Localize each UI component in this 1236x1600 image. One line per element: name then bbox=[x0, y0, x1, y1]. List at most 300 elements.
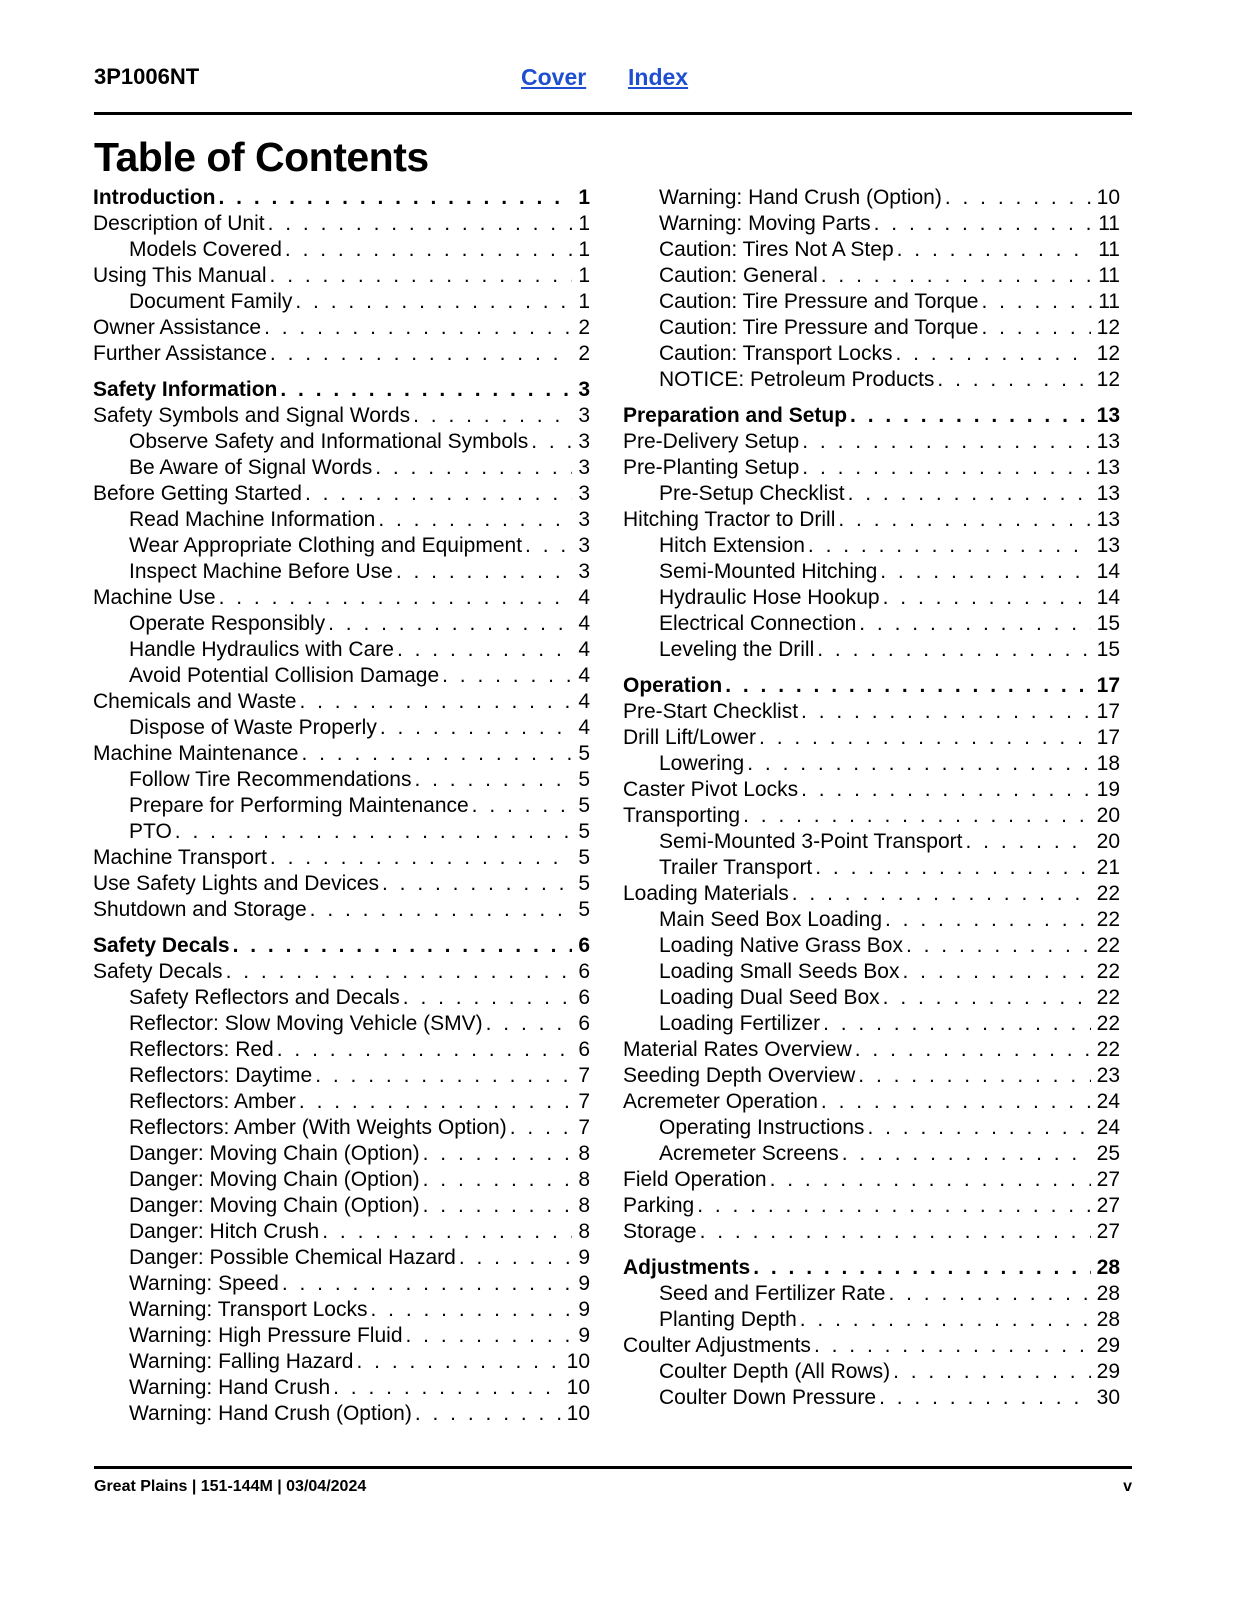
toc-entry[interactable] bbox=[93, 377, 590, 403]
toc-entry[interactable] bbox=[623, 1063, 1120, 1089]
toc-entry-label: Using This Manual bbox=[93, 264, 267, 287]
toc-entry[interactable] bbox=[93, 1297, 590, 1323]
toc-entry-label: Danger: Hitch Crush bbox=[129, 1220, 320, 1243]
toc-entry-page: 7 bbox=[578, 1090, 590, 1113]
toc-entry-label: Danger: Moving Chain (Option) bbox=[129, 1142, 420, 1165]
dot-leader bbox=[353, 1349, 560, 1375]
toc-entry-page: 3 bbox=[578, 456, 590, 479]
toc-entry[interactable] bbox=[93, 533, 590, 559]
toc-entry-page: 20 bbox=[1096, 830, 1120, 853]
dot-leader bbox=[942, 185, 1091, 211]
toc-entry-page: 6 bbox=[578, 960, 590, 983]
toc-entry[interactable] bbox=[623, 367, 1120, 393]
toc-entry-page: 28 bbox=[1096, 1282, 1120, 1305]
toc-entry[interactable] bbox=[93, 585, 590, 611]
dot-leader bbox=[216, 585, 573, 611]
toc-entry[interactable] bbox=[93, 845, 590, 871]
dot-leader bbox=[372, 455, 572, 481]
toc-entry-page: 3 bbox=[578, 404, 590, 427]
dot-leader bbox=[403, 1323, 573, 1349]
footer-rule bbox=[94, 1466, 1132, 1469]
toc-entry[interactable] bbox=[623, 481, 1120, 507]
toc-entry-label: Safety Decals bbox=[93, 960, 223, 983]
toc-left-column bbox=[93, 185, 590, 1427]
toc-entry[interactable] bbox=[623, 855, 1120, 881]
toc-entry-page: 11 bbox=[1098, 212, 1120, 235]
toc-entry-label: Seeding Depth Overview bbox=[623, 1064, 856, 1087]
toc-entry[interactable] bbox=[623, 673, 1120, 699]
toc-entry[interactable] bbox=[93, 1219, 590, 1245]
toc-entry-page: 4 bbox=[578, 586, 590, 609]
toc-entry-page: 5 bbox=[578, 742, 590, 765]
toc-entry[interactable] bbox=[623, 985, 1120, 1011]
toc-entry-page: 2 bbox=[578, 342, 590, 365]
toc-entry-label: Planting Depth bbox=[659, 1308, 797, 1331]
dot-leader bbox=[812, 855, 1090, 881]
toc-entry-label: Storage bbox=[623, 1220, 697, 1243]
toc-entry[interactable] bbox=[623, 803, 1120, 829]
toc-entry-page: 22 bbox=[1096, 908, 1120, 931]
page-header bbox=[94, 64, 1132, 96]
toc-entry[interactable] bbox=[623, 933, 1120, 959]
toc-entry-page: 3 bbox=[578, 508, 590, 531]
toc-entry-page: 13 bbox=[1096, 456, 1120, 479]
dot-leader bbox=[528, 429, 572, 455]
toc-entry[interactable] bbox=[623, 237, 1120, 263]
toc-entry-page: 3 bbox=[578, 534, 590, 557]
toc-entry[interactable] bbox=[623, 1281, 1120, 1307]
toc-entry[interactable] bbox=[623, 341, 1120, 367]
toc-entry-label: Semi-Mounted 3-Point Transport bbox=[659, 830, 963, 853]
toc-entry-page: 6 bbox=[578, 1038, 590, 1061]
dot-leader bbox=[818, 263, 1092, 289]
toc-entry[interactable] bbox=[623, 429, 1120, 455]
toc-entry[interactable] bbox=[93, 211, 590, 237]
toc-entry-page: 11 bbox=[1098, 238, 1120, 261]
toc-entry[interactable] bbox=[93, 1349, 590, 1375]
dot-leader bbox=[410, 403, 572, 429]
toc-entry-label: Pre-Start Checklist bbox=[623, 700, 799, 723]
toc-entry-page: 13 bbox=[1096, 534, 1120, 557]
toc-entry-page: 17 bbox=[1096, 674, 1120, 697]
toc-entry-page: 3 bbox=[578, 482, 590, 505]
toc-entry[interactable] bbox=[623, 1255, 1120, 1281]
toc-entry-label: Danger: Possible Chemical Hazard bbox=[129, 1246, 456, 1269]
toc-entry-label: Adjustments bbox=[623, 1256, 751, 1279]
toc-entry[interactable] bbox=[93, 481, 590, 507]
dot-leader bbox=[215, 185, 572, 211]
toc-entry[interactable] bbox=[623, 211, 1120, 237]
toc-entry-page: 12 bbox=[1096, 316, 1120, 339]
toc-entry[interactable] bbox=[623, 1141, 1120, 1167]
index-link[interactable]: Index bbox=[628, 64, 689, 90]
toc-entry[interactable] bbox=[623, 907, 1120, 933]
dot-leader bbox=[261, 315, 572, 341]
toc-entry[interactable] bbox=[623, 777, 1120, 803]
dot-leader bbox=[892, 341, 1090, 367]
dot-leader bbox=[439, 663, 572, 689]
toc-entry-label: Pre-Planting Setup bbox=[623, 456, 800, 479]
toc-entry-label: Coulter Down Pressure bbox=[659, 1386, 877, 1409]
toc-entry[interactable] bbox=[623, 829, 1120, 855]
toc-entry-label: Warning: Moving Parts bbox=[659, 212, 871, 235]
toc-entry[interactable] bbox=[93, 1115, 590, 1141]
dot-leader bbox=[277, 377, 572, 403]
dot-leader bbox=[282, 237, 572, 263]
dot-leader bbox=[871, 211, 1093, 237]
dot-leader bbox=[818, 1089, 1091, 1115]
toc-entry[interactable] bbox=[623, 1037, 1120, 1063]
dot-leader bbox=[267, 263, 573, 289]
toc-entry[interactable] bbox=[93, 1089, 590, 1115]
toc-entry-page: 6 bbox=[578, 1012, 590, 1035]
toc-entry[interactable] bbox=[623, 611, 1120, 637]
toc-entry[interactable] bbox=[623, 1219, 1120, 1245]
toc-entry[interactable] bbox=[93, 985, 590, 1011]
dot-leader bbox=[267, 341, 572, 367]
toc-entry-page: 5 bbox=[578, 846, 590, 869]
toc-entry-label: Danger: Moving Chain (Option) bbox=[129, 1194, 420, 1217]
dot-leader bbox=[811, 1333, 1091, 1359]
toc-entry-label: Trailer Transport bbox=[659, 856, 813, 879]
toc-entry[interactable] bbox=[93, 959, 590, 985]
toc-entry[interactable] bbox=[93, 637, 590, 663]
toc-entry[interactable] bbox=[93, 263, 590, 289]
dot-leader bbox=[852, 1037, 1091, 1063]
toc-entry[interactable] bbox=[623, 263, 1120, 289]
toc-entry-label: Semi-Mounted Hitching bbox=[659, 560, 878, 583]
toc-entry[interactable] bbox=[93, 1401, 590, 1427]
toc-entry[interactable] bbox=[623, 1307, 1120, 1333]
dot-leader bbox=[298, 741, 572, 767]
toc-entry-label: Warning: High Pressure Fluid bbox=[129, 1324, 403, 1347]
toc-entry[interactable] bbox=[93, 237, 590, 263]
toc-entry-page: 9 bbox=[578, 1272, 590, 1295]
toc-entry-label: Machine Maintenance bbox=[93, 742, 299, 765]
dot-leader bbox=[302, 481, 572, 507]
toc-entry-page: 3 bbox=[578, 378, 590, 401]
toc-entry-page: 5 bbox=[578, 820, 590, 843]
toc-entry[interactable] bbox=[93, 715, 590, 741]
toc-entry[interactable] bbox=[93, 341, 590, 367]
toc-entry[interactable] bbox=[93, 767, 590, 793]
toc-entry-page: 3 bbox=[578, 430, 590, 453]
toc-entry[interactable] bbox=[93, 741, 590, 767]
toc-entry[interactable] bbox=[93, 663, 590, 689]
toc-entry-page: 22 bbox=[1096, 1038, 1120, 1061]
toc-entry[interactable] bbox=[93, 315, 590, 341]
toc-entry[interactable] bbox=[93, 559, 590, 585]
dot-leader bbox=[722, 673, 1090, 699]
toc-entry[interactable] bbox=[623, 455, 1120, 481]
toc-entry[interactable] bbox=[623, 1359, 1120, 1385]
dot-leader bbox=[469, 793, 573, 819]
toc-entry-page: 23 bbox=[1096, 1064, 1120, 1087]
toc-entry-label: Follow Tire Recommendations bbox=[129, 768, 412, 791]
toc-entry-page: 4 bbox=[578, 690, 590, 713]
dot-leader bbox=[978, 289, 1092, 315]
toc-entry[interactable] bbox=[623, 185, 1120, 211]
toc-entry[interactable] bbox=[93, 1375, 590, 1401]
dot-leader bbox=[797, 1307, 1091, 1333]
toc-entry[interactable] bbox=[623, 1115, 1120, 1141]
toc-entry-page: 9 bbox=[578, 1246, 590, 1269]
toc-entry[interactable] bbox=[623, 881, 1120, 907]
toc-entry[interactable] bbox=[93, 819, 590, 845]
dot-leader bbox=[172, 819, 573, 845]
toc-entry-label: Safety Decals bbox=[93, 934, 230, 957]
toc-entry-label: Prepare for Performing Maintenance bbox=[129, 794, 469, 817]
page-title: Table of Contents bbox=[94, 134, 429, 180]
toc-entry[interactable] bbox=[623, 507, 1120, 533]
toc-entry-page: 22 bbox=[1096, 934, 1120, 957]
toc-entry-page: 27 bbox=[1096, 1194, 1120, 1217]
document-id: 3P1006NT bbox=[94, 64, 200, 89]
toc-entry-page: 11 bbox=[1098, 290, 1120, 313]
toc-entry[interactable] bbox=[623, 1385, 1120, 1411]
toc-entry-page: 10 bbox=[566, 1402, 590, 1425]
dot-leader bbox=[292, 289, 572, 315]
toc-entry-page: 9 bbox=[578, 1298, 590, 1321]
toc-entry-label: Preparation and Setup bbox=[623, 404, 848, 427]
toc-entry[interactable] bbox=[93, 507, 590, 533]
toc-entry-page: 4 bbox=[578, 612, 590, 635]
dot-leader bbox=[394, 637, 572, 663]
toc-entry[interactable] bbox=[623, 637, 1120, 663]
toc-entry-label: Acremeter Operation bbox=[623, 1090, 818, 1113]
toc-entry-page: 8 bbox=[578, 1220, 590, 1243]
toc-entry-page: 5 bbox=[578, 768, 590, 791]
toc-entry-label: Loading Dual Seed Box bbox=[659, 986, 880, 1009]
toc-entry[interactable] bbox=[623, 533, 1120, 559]
toc-entry-label: Caution: Transport Locks bbox=[659, 342, 893, 365]
toc-entry-label: Pre-Delivery Setup bbox=[623, 430, 800, 453]
toc-entry-label: Material Rates Overview bbox=[623, 1038, 852, 1061]
toc-entry-label: Hitching Tractor to Drill bbox=[623, 508, 836, 531]
toc-entry-page: 13 bbox=[1096, 404, 1120, 427]
toc-entry-page: 30 bbox=[1096, 1386, 1120, 1409]
toc-entry[interactable] bbox=[93, 793, 590, 819]
toc-entry-page: 1 bbox=[578, 186, 590, 209]
dot-leader bbox=[483, 1011, 573, 1037]
toc-entry-page: 7 bbox=[578, 1064, 590, 1087]
toc-entry[interactable] bbox=[93, 455, 590, 481]
toc-entry-page: 22 bbox=[1096, 986, 1120, 1009]
dot-leader bbox=[876, 1385, 1091, 1411]
toc-entry[interactable] bbox=[623, 1089, 1120, 1115]
toc-entry[interactable] bbox=[93, 403, 590, 429]
toc-entry-page: 10 bbox=[566, 1350, 590, 1373]
dot-leader bbox=[885, 1281, 1090, 1307]
toc-entry-page: 8 bbox=[578, 1142, 590, 1165]
dot-leader bbox=[882, 907, 1091, 933]
toc-entry[interactable] bbox=[93, 429, 590, 455]
dot-leader bbox=[903, 933, 1091, 959]
toc-entry[interactable] bbox=[93, 871, 590, 897]
toc-entry-page: 28 bbox=[1096, 1308, 1120, 1331]
toc-entry-page: 1 bbox=[578, 290, 590, 313]
toc-entry-label: Read Machine Information bbox=[129, 508, 376, 531]
dot-leader bbox=[279, 1271, 573, 1297]
dot-leader bbox=[230, 933, 573, 959]
dot-leader bbox=[798, 777, 1091, 803]
dot-leader bbox=[805, 533, 1091, 559]
toc-entry-page: 28 bbox=[1096, 1256, 1120, 1279]
toc-entry-page: 17 bbox=[1096, 700, 1120, 723]
toc-entry-page: 10 bbox=[1096, 186, 1120, 209]
toc-entry-page: 13 bbox=[1096, 430, 1120, 453]
toc-entry[interactable] bbox=[93, 933, 590, 959]
toc-entry[interactable] bbox=[623, 699, 1120, 725]
dot-leader bbox=[756, 725, 1091, 751]
toc-entry[interactable] bbox=[623, 1333, 1120, 1359]
toc-entry-page: 22 bbox=[1096, 1012, 1120, 1035]
toc-entry-page: 13 bbox=[1096, 508, 1120, 531]
toc-entry-label: Wear Appropriate Clothing and Equipment bbox=[129, 534, 523, 557]
toc-entry-label: Use Safety Lights and Devices bbox=[93, 872, 379, 895]
toc-entry[interactable] bbox=[93, 1193, 590, 1219]
dot-leader bbox=[400, 985, 573, 1011]
toc-entry[interactable] bbox=[93, 1141, 590, 1167]
dot-leader bbox=[368, 1297, 573, 1323]
toc-entry-page: 13 bbox=[1096, 482, 1120, 505]
toc-entry-page: 6 bbox=[578, 934, 590, 957]
toc-entry[interactable] bbox=[623, 725, 1120, 751]
toc-entry[interactable] bbox=[623, 585, 1120, 611]
dot-leader bbox=[894, 237, 1093, 263]
dot-leader bbox=[820, 1011, 1091, 1037]
toc-entry-label: Hitch Extension bbox=[659, 534, 805, 557]
toc-entry[interactable] bbox=[623, 959, 1120, 985]
toc-entry[interactable] bbox=[623, 289, 1120, 315]
toc-entry[interactable] bbox=[93, 1167, 590, 1193]
dot-leader bbox=[856, 611, 1090, 637]
toc-entry[interactable] bbox=[93, 185, 590, 211]
dot-leader bbox=[296, 689, 572, 715]
toc-entry-page: 1 bbox=[578, 238, 590, 261]
toc-entry-page: 24 bbox=[1096, 1116, 1120, 1139]
cover-link[interactable]: Cover bbox=[521, 64, 587, 90]
toc-entry-label: Loading Fertilizer bbox=[659, 1012, 821, 1035]
toc-entry-page: 3 bbox=[578, 560, 590, 583]
toc-entry-page: 14 bbox=[1096, 560, 1120, 583]
dot-leader bbox=[799, 455, 1090, 481]
toc-entry[interactable] bbox=[623, 1193, 1120, 1219]
toc-entry[interactable] bbox=[623, 751, 1120, 777]
toc-entry-label: Shutdown and Storage bbox=[93, 898, 307, 921]
toc-entry-label: Reflector: Slow Moving Vehicle (SMV) bbox=[129, 1012, 483, 1035]
footer-publication-info: Great Plains | 151-144M | 03/04/2024 bbox=[94, 1478, 367, 1495]
toc-entry[interactable] bbox=[623, 1167, 1120, 1193]
toc-entry[interactable] bbox=[93, 1323, 590, 1349]
dot-leader bbox=[274, 1037, 573, 1063]
toc-entry[interactable] bbox=[93, 289, 590, 315]
toc-entry-page: 4 bbox=[578, 664, 590, 687]
toc-entry-label: Be Aware of Signal Words bbox=[129, 456, 373, 479]
toc-entry-page: 10 bbox=[566, 1376, 590, 1399]
dot-leader bbox=[847, 403, 1091, 429]
toc-entry-label: Lowering bbox=[659, 752, 745, 775]
toc-entry-page: 29 bbox=[1096, 1360, 1120, 1383]
dot-leader bbox=[420, 1141, 573, 1167]
toc-entry[interactable] bbox=[93, 689, 590, 715]
toc-entry-label: Reflectors: Amber bbox=[129, 1090, 296, 1113]
toc-entry-page: 8 bbox=[578, 1194, 590, 1217]
dot-leader bbox=[789, 881, 1091, 907]
toc-entry-label: Observe Safety and Informational Symbols bbox=[129, 430, 529, 453]
dot-leader bbox=[420, 1193, 573, 1219]
toc-entry-label: Warning: Transport Locks bbox=[129, 1298, 368, 1321]
toc-entry-label: Loading Native Grass Box bbox=[659, 934, 903, 957]
toc-entry[interactable] bbox=[623, 403, 1120, 429]
toc-entry[interactable] bbox=[93, 1245, 590, 1271]
toc-entry[interactable] bbox=[623, 559, 1120, 585]
dot-leader bbox=[880, 585, 1091, 611]
toc-entry-page: 5 bbox=[578, 872, 590, 895]
toc-entry[interactable] bbox=[93, 1063, 590, 1089]
toc-entry-page: 29 bbox=[1096, 1334, 1120, 1357]
toc-entry-label: Leveling the Drill bbox=[659, 638, 815, 661]
toc-entry-page: 22 bbox=[1096, 882, 1120, 905]
toc-entry-label: Danger: Moving Chain (Option) bbox=[129, 1168, 420, 1191]
toc-entry-page: 15 bbox=[1096, 612, 1120, 635]
dot-leader bbox=[375, 507, 572, 533]
toc-entry-label: Avoid Potential Collision Damage bbox=[129, 664, 440, 687]
dot-leader bbox=[379, 871, 572, 897]
toc-entry[interactable] bbox=[623, 1011, 1120, 1037]
toc-entry-page: 1 bbox=[578, 212, 590, 235]
dot-leader bbox=[507, 1115, 573, 1141]
toc-right-column bbox=[623, 185, 1120, 1411]
toc-entry-label: Caution: Tire Pressure and Torque bbox=[659, 316, 979, 339]
dot-leader bbox=[393, 559, 573, 585]
dot-leader bbox=[697, 1219, 1091, 1245]
dot-leader bbox=[767, 1167, 1091, 1193]
toc-entry-page: 2 bbox=[578, 316, 590, 339]
dot-leader bbox=[962, 829, 1090, 855]
toc-entry-label: Main Seed Box Loading bbox=[659, 908, 882, 931]
toc-entry[interactable] bbox=[93, 1271, 590, 1297]
dot-leader bbox=[307, 897, 573, 923]
dot-leader bbox=[456, 1245, 573, 1271]
header-rule bbox=[94, 112, 1132, 115]
toc-entry-label: Introduction bbox=[93, 186, 216, 209]
dot-leader bbox=[855, 1063, 1090, 1089]
toc-entry-label: Coulter Adjustments bbox=[623, 1334, 811, 1357]
toc-entry[interactable] bbox=[93, 1037, 590, 1063]
toc-entry-page: 12 bbox=[1096, 342, 1120, 365]
toc-entry[interactable] bbox=[93, 611, 590, 637]
dot-leader bbox=[978, 315, 1090, 341]
toc-entry[interactable] bbox=[93, 897, 590, 923]
toc-entry-label: Warning: Hand Crush (Option) bbox=[659, 186, 942, 209]
toc-entry[interactable] bbox=[623, 315, 1120, 341]
toc-entry-page: 27 bbox=[1096, 1168, 1120, 1191]
toc-entry-label: Reflectors: Red bbox=[129, 1038, 274, 1061]
toc-entry-label: Operation bbox=[623, 674, 723, 697]
page-number: v bbox=[1123, 1478, 1132, 1495]
toc-entry-label: Safety Symbols and Signal Words bbox=[93, 404, 411, 427]
toc-entry[interactable] bbox=[93, 1011, 590, 1037]
dot-leader bbox=[319, 1219, 572, 1245]
toc-entry-label: Transporting bbox=[623, 804, 741, 827]
toc-entry-label: Caution: Tires Not A Step bbox=[659, 238, 894, 261]
toc-entry-page: 7 bbox=[578, 1116, 590, 1139]
toc-entry-page: 14 bbox=[1096, 586, 1120, 609]
toc-entry-page: 1 bbox=[578, 264, 590, 287]
dot-leader bbox=[694, 1193, 1090, 1219]
toc-entry-label: Owner Assistance bbox=[93, 316, 262, 339]
